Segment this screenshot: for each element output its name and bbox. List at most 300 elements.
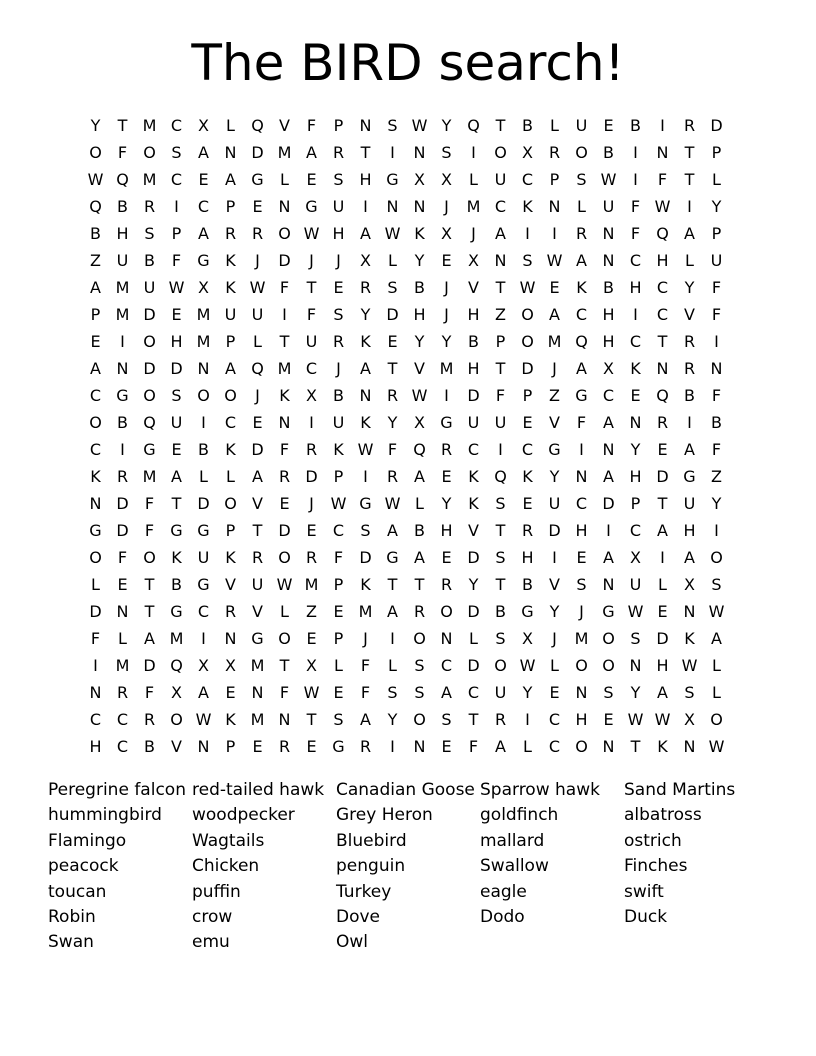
grid-letter: N: [89, 494, 102, 513]
grid-letter: C: [629, 521, 642, 540]
grid-letter: A: [603, 467, 614, 486]
grid-letter: P: [495, 332, 506, 351]
grid-letter: S: [441, 710, 452, 729]
grid-letter: Z: [711, 467, 722, 486]
grid-letter: Q: [575, 332, 588, 351]
grid-letter: P: [225, 521, 236, 540]
grid-letter: G: [197, 521, 210, 540]
grid-letter: L: [712, 170, 721, 189]
grid-letter: I: [282, 305, 287, 324]
grid-letter: M: [142, 116, 157, 135]
grid-letter: X: [522, 143, 533, 162]
grid-letter: H: [629, 467, 642, 486]
grid-letter: M: [277, 359, 292, 378]
grid-letter: C: [656, 278, 669, 297]
grid-letter: K: [630, 359, 641, 378]
grid-letter: Q: [251, 359, 264, 378]
grid-letter: C: [575, 494, 588, 513]
grid-letter: A: [603, 413, 614, 432]
grid-letter: K: [225, 548, 236, 567]
grid-letter: F: [711, 440, 722, 459]
grid-letter: A: [171, 467, 182, 486]
grid-letter: I: [201, 629, 206, 648]
grid-letter: H: [359, 170, 372, 189]
grid-letter: I: [660, 116, 665, 135]
grid-letter: A: [603, 548, 614, 567]
grid-letter: T: [171, 494, 182, 513]
grid-letter: V: [549, 413, 560, 432]
grid-letter: M: [277, 143, 292, 162]
grid-letter: P: [630, 494, 641, 513]
grid-letter: N: [278, 197, 291, 216]
grid-letter: L: [199, 467, 208, 486]
grid-letter: R: [332, 143, 345, 162]
grid-letter: O: [575, 656, 588, 675]
grid-letter: E: [252, 197, 263, 216]
grid-letter: H: [170, 332, 183, 351]
grid-letter: R: [386, 467, 399, 486]
grid-letter: T: [387, 575, 398, 594]
grid-letter: S: [603, 683, 614, 702]
word-list-item: Chicken: [192, 856, 260, 877]
grid-letter: W: [303, 683, 320, 702]
grid-letter: M: [196, 305, 211, 324]
grid-letter: D: [251, 440, 264, 459]
grid-letter: C: [629, 251, 642, 270]
grid-letter: B: [468, 332, 479, 351]
grid-letter: P: [522, 386, 533, 405]
grid-letter: U: [305, 332, 318, 351]
grid-letter: B: [90, 224, 101, 243]
grid-letter: K: [468, 467, 479, 486]
grid-letter: Z: [549, 386, 560, 405]
grid-letter: T: [657, 494, 668, 513]
grid-letter: C: [89, 386, 102, 405]
grid-letter: U: [170, 413, 183, 432]
grid-letter: D: [359, 548, 372, 567]
grid-letter: T: [144, 575, 155, 594]
grid-letter: P: [90, 305, 101, 324]
grid-letter: G: [386, 170, 399, 189]
grid-letter: A: [90, 359, 101, 378]
grid-letter: T: [414, 575, 425, 594]
grid-letter: T: [495, 278, 506, 297]
grid-letter: E: [333, 602, 344, 621]
grid-letter: N: [224, 629, 237, 648]
grid-letter: N: [602, 575, 615, 594]
grid-letter: D: [251, 143, 264, 162]
grid-letter: K: [360, 575, 371, 594]
grid-letter: B: [117, 413, 128, 432]
grid-letter: S: [576, 170, 587, 189]
grid-letter: B: [522, 116, 533, 135]
grid-letter: I: [660, 548, 665, 567]
grid-letter: V: [468, 278, 479, 297]
grid-letter: E: [171, 440, 182, 459]
grid-letter: E: [306, 737, 317, 756]
grid-letter: I: [633, 143, 638, 162]
word-list-item: Finches: [624, 856, 688, 877]
grid-letter: D: [521, 359, 534, 378]
grid-letter: N: [629, 413, 642, 432]
grid-letter: C: [440, 656, 453, 675]
grid-letter: E: [387, 332, 398, 351]
grid-letter: Q: [467, 116, 480, 135]
grid-letter: O: [521, 305, 534, 324]
grid-letter: R: [143, 710, 156, 729]
grid-letter: E: [171, 305, 182, 324]
grid-letter: L: [469, 170, 478, 189]
grid-letter: T: [279, 656, 290, 675]
grid-letter: E: [549, 278, 560, 297]
grid-letter: E: [522, 413, 533, 432]
grid-letter: G: [548, 440, 561, 459]
grid-letter: O: [143, 332, 156, 351]
grid-letter: N: [602, 737, 615, 756]
grid-letter: G: [197, 251, 210, 270]
grid-letter: B: [414, 521, 425, 540]
grid-letter: K: [522, 197, 533, 216]
grid-letter: W: [384, 224, 401, 243]
word-list-item: albatross: [624, 805, 702, 826]
grid-letter: A: [90, 278, 101, 297]
grid-letter: I: [525, 710, 530, 729]
grid-letter: O: [710, 710, 723, 729]
grid-letter: W: [276, 575, 293, 594]
grid-letter: Y: [441, 116, 452, 135]
grid-letter: P: [549, 170, 560, 189]
grid-letter: I: [579, 440, 584, 459]
grid-letter: Q: [143, 413, 156, 432]
grid-row: [82, 598, 732, 625]
grid-letter: T: [495, 575, 506, 594]
grid-letter: X: [306, 656, 317, 675]
grid-row: [82, 247, 732, 274]
grid-letter: D: [548, 521, 561, 540]
grid-letter: I: [714, 332, 719, 351]
grid-letter: T: [387, 359, 398, 378]
word-list-item: Sand Martins: [624, 780, 736, 800]
grid-letter: U: [332, 413, 345, 432]
grid-letter: D: [278, 521, 291, 540]
grid-letter: Q: [413, 440, 426, 459]
grid-letter: W: [708, 737, 725, 756]
grid-letter: L: [415, 494, 424, 513]
grid-letter: Y: [360, 305, 371, 324]
letter-grid: [82, 112, 732, 760]
grid-letter: E: [657, 602, 668, 621]
grid-letter: P: [711, 224, 722, 243]
grid-letter: C: [602, 386, 615, 405]
grid-letter: R: [494, 710, 507, 729]
grid-letter: D: [656, 467, 669, 486]
grid-letter: M: [142, 170, 157, 189]
grid-letter: N: [440, 629, 453, 648]
grid-letter: N: [602, 224, 615, 243]
grid-letter: L: [523, 737, 532, 756]
grid-letter: C: [170, 170, 183, 189]
grid-letter: B: [630, 116, 641, 135]
word-list-item: Duck: [624, 906, 668, 927]
grid-letter: Z: [495, 305, 506, 324]
grid-letter: P: [333, 467, 344, 486]
grid-letter: Q: [116, 170, 129, 189]
grid-letter: K: [225, 440, 236, 459]
grid-letter: A: [684, 440, 695, 459]
grid-letter: F: [279, 683, 290, 702]
grid-letter: R: [305, 440, 318, 459]
grid-letter: B: [684, 386, 695, 405]
grid-letter: J: [552, 629, 557, 648]
grid-letter: J: [309, 494, 314, 513]
grid-letter: I: [309, 413, 314, 432]
grid-letter: N: [197, 359, 210, 378]
grid-letter: F: [90, 629, 101, 648]
grid-letter: Q: [251, 116, 264, 135]
grid-letter: N: [413, 737, 426, 756]
grid-letter: F: [144, 521, 155, 540]
grid-letter: C: [494, 197, 507, 216]
grid-letter: J: [309, 251, 314, 270]
grid-letter: G: [683, 467, 696, 486]
grid-letter: E: [441, 548, 452, 567]
grid-letter: K: [576, 278, 587, 297]
grid-letter: O: [170, 710, 183, 729]
grid-letter: A: [576, 359, 587, 378]
grid-letter: G: [89, 521, 102, 540]
grid-letter: F: [171, 251, 182, 270]
word-list-item: Grey Heron: [336, 805, 433, 826]
grid-letter: O: [89, 143, 102, 162]
word-list-item: Swan: [48, 932, 94, 953]
grid-letter: V: [684, 305, 695, 324]
grid-letter: N: [656, 143, 669, 162]
grid-letter: W: [411, 386, 428, 405]
grid-letter: H: [332, 224, 345, 243]
grid-letter: I: [120, 332, 125, 351]
word-list-item: Wagtails: [192, 830, 265, 851]
grid-letter: G: [251, 170, 264, 189]
grid-letter: E: [198, 170, 209, 189]
grid-letter: N: [197, 737, 210, 756]
grid-letter: X: [441, 170, 452, 189]
grid-letter: E: [441, 737, 452, 756]
grid-letter: K: [657, 737, 668, 756]
grid-row: [82, 409, 732, 436]
grid-letter: V: [414, 359, 425, 378]
grid-letter: D: [143, 359, 156, 378]
grid-letter: I: [471, 143, 476, 162]
grid-letter: J: [444, 278, 449, 297]
grid-letter: O: [575, 737, 588, 756]
grid-letter: X: [225, 656, 236, 675]
grid-letter: A: [198, 683, 209, 702]
grid-letter: M: [250, 710, 265, 729]
grid-letter: T: [630, 737, 641, 756]
grid-letter: G: [575, 386, 588, 405]
grid-letter: A: [144, 629, 155, 648]
word-list-item: Robin: [48, 906, 96, 927]
grid-letter: I: [363, 197, 368, 216]
grid-letter: N: [413, 143, 426, 162]
grid-letter: T: [495, 359, 506, 378]
grid-row: [82, 328, 732, 355]
grid-letter: O: [89, 413, 102, 432]
grid-letter: U: [494, 683, 507, 702]
grid-letter: T: [144, 602, 155, 621]
grid-letter: O: [413, 710, 426, 729]
grid-letter: D: [305, 467, 318, 486]
grid-letter: D: [656, 629, 669, 648]
grid-letter: S: [495, 494, 506, 513]
grid-letter: A: [360, 224, 371, 243]
grid-letter: X: [684, 575, 695, 594]
grid-letter: W: [330, 494, 347, 513]
grid-letter: U: [224, 305, 237, 324]
grid-letter: U: [143, 278, 156, 297]
grid-letter: Y: [387, 413, 398, 432]
grid-letter: H: [467, 359, 480, 378]
grid-letter: H: [683, 521, 696, 540]
grid-letter: R: [683, 359, 696, 378]
grid-letter: K: [225, 710, 236, 729]
grid-letter: N: [224, 143, 237, 162]
grid-letter: H: [656, 656, 669, 675]
grid-letter: C: [467, 683, 480, 702]
word-list-item: Dove: [336, 906, 381, 927]
grid-letter: F: [468, 737, 479, 756]
grid-letter: S: [711, 575, 722, 594]
word-list-item: Swallow: [480, 856, 549, 877]
grid-row: [82, 301, 732, 328]
grid-letter: K: [171, 548, 182, 567]
grid-letter: B: [603, 143, 614, 162]
grid-letter: S: [333, 305, 344, 324]
grid-letter: O: [602, 629, 615, 648]
grid-letter: C: [116, 710, 129, 729]
grid-letter: A: [387, 521, 398, 540]
grid-letter: E: [441, 251, 452, 270]
grid-letter: M: [196, 332, 211, 351]
grid-row: [82, 544, 732, 571]
grid-letter: S: [414, 656, 425, 675]
grid-letter: Y: [630, 440, 641, 459]
grid-letter: K: [360, 413, 371, 432]
grid-letter: A: [360, 710, 371, 729]
grid-letter: B: [198, 440, 209, 459]
grid-letter: X: [468, 251, 479, 270]
grid-letter: V: [171, 737, 182, 756]
grid-letter: U: [629, 575, 642, 594]
grid-letter: X: [306, 386, 317, 405]
grid-letter: P: [225, 332, 236, 351]
grid-letter: D: [710, 116, 723, 135]
grid-letter: T: [684, 143, 695, 162]
grid-letter: R: [116, 683, 129, 702]
grid-letter: G: [359, 494, 372, 513]
grid-letter: R: [224, 224, 237, 243]
grid-letter: Y: [549, 467, 560, 486]
grid-letter: M: [466, 197, 481, 216]
grid-letter: D: [386, 305, 399, 324]
grid-letter: R: [683, 116, 696, 135]
grid-letter: E: [252, 737, 263, 756]
grid-letter: X: [198, 656, 209, 675]
grid-letter: Y: [522, 683, 533, 702]
grid-letter: O: [143, 548, 156, 567]
grid-letter: O: [278, 629, 291, 648]
grid-letter: W: [654, 197, 671, 216]
grid-letter: W: [384, 494, 401, 513]
grid-letter: F: [630, 197, 641, 216]
grid-letter: N: [359, 386, 372, 405]
grid-letter: S: [171, 386, 182, 405]
grid-letter: N: [656, 359, 669, 378]
grid-letter: O: [521, 332, 534, 351]
grid-letter: R: [440, 575, 453, 594]
grid-letter: I: [444, 386, 449, 405]
grid-letter: V: [252, 494, 263, 513]
grid-letter: E: [576, 548, 587, 567]
grid-letter: G: [170, 602, 183, 621]
grid-letter: C: [89, 710, 102, 729]
grid-letter: W: [519, 278, 536, 297]
grid-letter: P: [225, 197, 236, 216]
grid-letter: E: [333, 278, 344, 297]
grid-row: [82, 166, 732, 193]
grid-letter: F: [576, 413, 587, 432]
grid-letter: V: [225, 575, 236, 594]
grid-letter: W: [87, 170, 104, 189]
grid-letter: A: [441, 683, 452, 702]
grid-letter: G: [521, 602, 534, 621]
grid-letter: Y: [90, 116, 101, 135]
grid-letter: P: [225, 737, 236, 756]
grid-letter: G: [143, 440, 156, 459]
word-list-item: Sparrow hawk: [480, 780, 600, 800]
grid-letter: N: [710, 359, 723, 378]
grid-letter: F: [711, 305, 722, 324]
grid-letter: O: [494, 656, 507, 675]
grid-letter: T: [495, 116, 506, 135]
grid-letter: A: [306, 143, 317, 162]
grid-letter: W: [627, 710, 644, 729]
grid-letter: K: [333, 440, 344, 459]
grid-letter: I: [120, 440, 125, 459]
grid-letter: E: [549, 683, 560, 702]
grid-letter: A: [360, 359, 371, 378]
grid-letter: Y: [441, 494, 452, 513]
grid-letter: R: [575, 224, 588, 243]
grid-letter: D: [467, 656, 480, 675]
word-list-item: eagle: [480, 881, 527, 902]
grid-letter: L: [577, 197, 586, 216]
grid-letter: T: [360, 143, 371, 162]
grid-letter: I: [633, 170, 638, 189]
grid-letter: A: [387, 602, 398, 621]
grid-letter: O: [224, 386, 237, 405]
grid-letter: S: [414, 683, 425, 702]
grid-letter: V: [252, 602, 263, 621]
grid-letter: E: [117, 575, 128, 594]
grid-letter: L: [91, 575, 100, 594]
grid-letter: D: [467, 386, 480, 405]
grid-row: [82, 706, 732, 733]
grid-letter: J: [336, 359, 341, 378]
grid-letter: B: [522, 575, 533, 594]
grid-letter: O: [143, 143, 156, 162]
grid-letter: S: [171, 143, 182, 162]
